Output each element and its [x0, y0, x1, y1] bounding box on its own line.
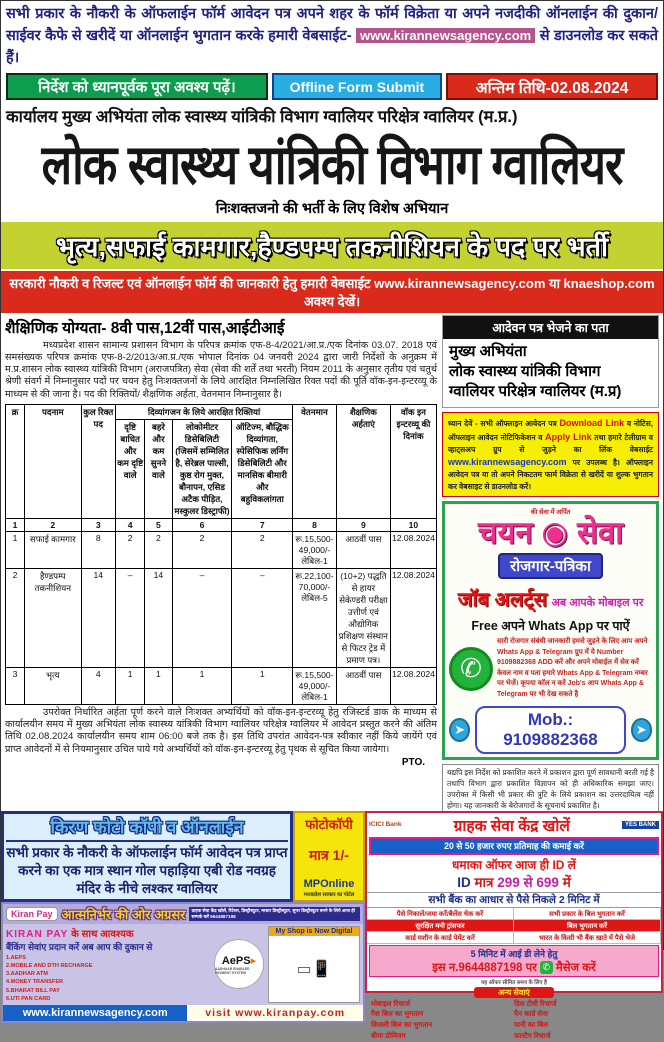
- price-title: फोटोकॉपी: [305, 816, 353, 832]
- kiranpay-service-item: 4.MONEY TRANSFER: [6, 979, 64, 986]
- download-link-text: Download Link: [559, 418, 625, 429]
- kiranpay-headline2: बैंकिंग सेवांए प्रदान करें: [6, 942, 80, 953]
- kiranpay-header: [3, 904, 363, 924]
- id-message-number: इस न.9644887198 पर: [432, 961, 537, 974]
- feature-row: कार्ड मशीन के कार्ड पेमेंट करें भारत के किसी भी बैंक खाते में पैसे भेजे: [367, 932, 661, 944]
- notice-part1: ध्यान देवें - सभी ऑफ्लाइन आवेदन पत्र: [448, 419, 560, 429]
- bottom-left-top-row: [1, 811, 365, 903]
- website-bar: सरकारी नौकरी व रिजल्ट एवं ऑनलाईन फॉर्म की जानकारी हेतु हमारी वेबसाईट www.kirannewsagency.com या knaeshop.com अवश्य देखें।: [1, 269, 663, 313]
- top-banner-text-after: से डाउनलोड कर सकते हैं।: [6, 27, 659, 66]
- aeps-text: AePS: [221, 954, 251, 967]
- address-line: मुख्य अभियंता: [449, 342, 527, 360]
- mponline-subtitle: मध्यप्रदेश सरकार का पोर्टल: [303, 892, 355, 899]
- service-item: बिजली बिल का भुगतान: [371, 1020, 433, 1030]
- aeps-logo: AePS▸ AADHAAR ENABLED PAYMENT SYSTEM: [214, 939, 264, 989]
- feature-rows: [367, 908, 661, 944]
- sub-header-vision: दृष्टि बाधित और कम दृष्टि वाले: [116, 419, 145, 518]
- apply-link-text: Apply Link: [545, 431, 592, 442]
- offer-note: यह ऑफर सीमित समय के लिए है: [481, 979, 547, 986]
- address-line: ग्वालियर परिक्षेत्र ग्वालियर (म.प्र): [449, 383, 622, 400]
- id-message-line1: 5 मिनिट में आई डी लेने हेतु: [470, 948, 558, 959]
- subtitle: निःशक्तजनो की भर्ती के लिए विशेष अभियान: [215, 200, 449, 217]
- phone-illustration-icon: ▭📱: [296, 960, 332, 978]
- chayan-subtitle: रोजगार-पत्रिका: [498, 553, 603, 579]
- closing-paragraph: उपरोक्त निर्धारित अर्हता पूर्ण करने वाले निःशक्त अभ्यर्थियों को वॉक-इन-इन्टरव्यू हेतु रजिस्टर्ड डाक के माध्यम से कार्यालयीन समय में मुख्य अभियंता लोक स्वास्थ्य यांत्रिकी विभाग ग्वालियर परिक्षेत्र ग्वालियर में आवेदन प्रस्तुत करने की अंतिम तिथि 02.08.2024 कार्यालयीन समय शाम 06:00 बजे तक है। इस तिथि उपरांत आवेदन-पत्र स्वीकार नहीं किये जायेंगे एवं प्राप्त आवेदनों में से नियमानुसार उचित पाये गये अभ्यर्थियों को वॉक-इन-इन्टरव्यू हेतु पृथक से सूचित किया जायेगा।: [5, 706, 437, 755]
- id-message-post: मैसेज करें: [555, 961, 596, 974]
- service-item: डिश टीवी रिचार्ज: [514, 998, 557, 1008]
- service-item: पानी का बिल: [514, 1020, 549, 1030]
- main-columns: [1, 313, 663, 809]
- table-row: 2 हैण्डपम्प तकनीशियन 14 – 14 – – रू.22,100- 70,000/- लेबिल-5 (10+2) पद्धति से हायर सेकेण्डरी परीक्षा उत्तीर्ण एवं औद्योगिक प्रशिक्षण संस्थान से फिटर ट्रेड में प्रमाण पत्र। 12.08.2024: [6, 568, 437, 667]
- kiranpay-contact-strip: ग्राहक सेवा केंद्र खोलें, रिटेलर, डिस्ट्रीब्यूटर, मास्टर डिस्ट्रीब्यूटर, सुपर डिस्ट्रीब्यूटर बनने के लिये आज ही सम्पर्क करें 9644887198: [189, 907, 360, 921]
- col-header-walkin: वॉक इन इन्टरव्यू की दिनांक: [390, 404, 436, 518]
- col-header-qualification: शैक्षणिक अर्हताएं: [336, 404, 390, 518]
- offline-form-badge: Offline Form Submit: [272, 73, 442, 100]
- recruitment-banner: भृत्य,सफाई कामगार,हैण्डपम्प तकनीशियन के पद पर भर्ती: [1, 222, 663, 269]
- col-header-pay: वेतनमान: [293, 404, 337, 518]
- col-header-disability-group: दिव्यांगजन के लिये आरक्षित रिक्तियां: [116, 404, 293, 419]
- other-services-title: अन्य सेवाएं: [474, 987, 554, 998]
- address-panel-header: आदेवन पत्र भेजने का पता: [443, 316, 658, 339]
- vacancy-table-body: [6, 518, 437, 704]
- kiranpay-logo: Kiran Pay: [6, 907, 58, 921]
- id-label: ID: [457, 874, 471, 890]
- address-line: लोक स्वास्थ्य यांत्रिकी विभाग: [449, 362, 601, 380]
- mponline-logo: MPOnline: [303, 878, 355, 891]
- photocopy-ad-body: सभी प्रकार के नौकरी के ऑफलाईन फॉर्म आवेदन पत्र प्राप्त करने का एक मात्र स्थान गोल पहाड़िया एबी रोड नवग्रह मंदिर के नीचे लश्कर ग्वालियर: [6, 844, 288, 896]
- whatsapp-icon: ✆: [540, 961, 553, 974]
- chayan-seva-ad: [442, 501, 659, 760]
- free-whatsapp-line: Free अपने Whats App पर पाऐं: [471, 619, 630, 634]
- kirannews-url-bar: www.kirannewsagency.com: [3, 1005, 187, 1021]
- sub-header-autism: ऑटिज्म, बौद्धिक दिव्यांगता, स्पेसिफिक लर्निंग डिसेबिलिटी और मानसिक बीमारी और बहुविकलांगता: [232, 419, 293, 518]
- intro-paragraph: मध्यप्रदेश शासन सामान्य प्रशासन विभाग के परिपत्र क्रमांक एफ-8-4/2021/आ.प्र./एक दिनांक 03.07. 2018 एवं समसंख्यक परिपत्र क्रमांक एफ-8-2/2013/आ.प्र./एक भोपाल दिनांक 04 जनवरी 2024 द्वारा जारी निर्देशों के अनुक्रम में म.प्र.शासन लोक स्वास्थ्य यांत्रिकी विभाग (अराजपत्रित) सेवा (सेवा की शर्तें तथा भरती) नियम 2011 के अनुसार तृतीय एवं चतुर्थ श्रेणी संवर्ग में निम्नानुसार पदों पर चयन हेतु निःशक्तजनों के लिये आरक्षित निम्नलिखित रिक्त पदों की पूर्ति वॉक-इन-इन्टरव्यू के माध्यम से की जाना है। पद की रिक्तियों/ शैक्षणिक अर्हता, वेतनमान निम्नानुसार है।: [5, 339, 437, 400]
- aeps-subtitle: AADHAAR ENABLED PAYMENT SYSTEM: [215, 966, 250, 975]
- grahak-seva-ad: [365, 811, 663, 1040]
- telegram-icon: ➤: [631, 718, 652, 742]
- pto-note: PTO.: [401, 756, 425, 768]
- badge-row: [6, 73, 658, 100]
- aeps-logo-wrap: [213, 926, 265, 1003]
- notice-website: www.kirannewsagency.com: [448, 456, 567, 467]
- myshop-panel: [268, 926, 360, 1003]
- earning-line: 20 से 50 हजार रुपए प्रतिमाह की कमाई करें: [369, 837, 659, 855]
- office-line: कार्यालय मुख्य अभियंता लोक स्वास्थ्य यांत्रिकी विभाग ग्वालियर परिक्षेत्र ग्वालियर (म.प्र.): [6, 108, 518, 127]
- aadhaar-withdraw-line: सभी बैंक का आधार से पैसे निकले 2 मिनिट में: [367, 892, 661, 908]
- sub-header-hearing: बहरे और कम सुनने वाले: [145, 419, 172, 518]
- kiranpay-service-item: 2.MOBILE AND DTH RECHARGE: [6, 963, 93, 970]
- col-header-sno: क्र: [6, 404, 25, 518]
- service-item: फास्टैग रिचार्ज: [514, 1030, 551, 1040]
- notice-part4: पर उपलब्ध है। ऑफ्लाइन आवेदन पत्र या तो अपने निकटतम फार्म विक्रेता से खरीदें या शुल्क भुगतान कर वेबसाइट से डाउनलोड करें।: [448, 457, 653, 491]
- kiranpay-services: [6, 954, 210, 1003]
- notice-box: [442, 412, 659, 497]
- feature-row: सुरक्षित मनी ट्रांसफर बिल भुगतान करें: [367, 920, 661, 932]
- col-header-total: कुल रिक्त पद: [81, 404, 115, 518]
- website-highlight: www.kirannewsagency.com: [356, 28, 535, 43]
- service-item: बीमा प्रीमियम: [371, 1030, 406, 1040]
- kiranpay-body: [3, 924, 363, 1005]
- page-title: लोक स्वास्थ्य यांत्रिकी विभाग ग्वालियर: [41, 133, 623, 197]
- bottom-left-block: [1, 811, 365, 1019]
- kiranpay-ad: [1, 902, 365, 1023]
- chayan-detail-text: सारी रोजगार संबंधी जानकारी हमसे जुड़ने के लिए आप अपने Whats App & Telegram ग्रुप में ये Number 9109882368 ADD करें और अपने मोबाईल में सेव करें केवल नाम व पता हमारे Whats App & Telegram नम्बर पर भेजें। कृपया कॉल न करें Job's आप Whats App & Telegram पर भी देख सकते है: [497, 638, 648, 698]
- right-column: [442, 315, 659, 809]
- myshop-title: My Shop is Now Digital: [269, 927, 359, 936]
- icici-bank-logo: ICICI Bank: [369, 821, 402, 828]
- photocopy-ad: [1, 811, 293, 903]
- grahak-title: ग्राहक सेवा केंद्र खोलें: [453, 817, 570, 835]
- photocopy-price-box: [293, 811, 365, 903]
- vacancy-table: [5, 404, 437, 705]
- chayan-detail-row: [449, 637, 652, 700]
- yes-bank-logo: YES BANK: [622, 821, 659, 829]
- chayan-tagline: की सेवा में अर्पित: [530, 508, 571, 516]
- telegram-icon: ➤: [449, 718, 470, 742]
- mobile-number: Mob.: 9109882368: [475, 706, 625, 754]
- notice-part3: तथा हमारे टेलीग्राम व व्हाट्सअप ग्रुप से जुड़ने का लिंक वेबसाईट: [448, 432, 654, 455]
- kiranpay-headline-en: KIRAN PAY: [6, 929, 69, 941]
- offer-line: धमाका ऑफर आज ही ID लें: [452, 857, 576, 872]
- id-rest: मात्र: [470, 874, 498, 890]
- photocopy-ad-title: किरण फोटो कॉपी व ऑनलाईन: [6, 815, 288, 842]
- table-row: 1 सफाई कामगार 8 2 2 2 2 रू.15,500- 49,000/- लेबिल-1 आठवीं पास 12.08.2024: [6, 531, 437, 568]
- kiranpay-service-item: 5.BHARAT BILL PAY: [6, 987, 60, 994]
- bottom-ads: [1, 811, 663, 1040]
- on-mobile-text: अब आपके मोबाइल पर: [551, 597, 644, 610]
- whatsapp-icon: ✆: [449, 647, 493, 691]
- address-lines: [443, 339, 658, 408]
- service-item: गैस बिल का भुगतान: [371, 1009, 424, 1019]
- kiranpay-footer-bars: [3, 1005, 363, 1021]
- job-alerts-line: [449, 585, 652, 612]
- instruction-badge: निर्देश को ध्यानपूर्वक पूरा अवश्य पढ़ें।: [6, 73, 268, 100]
- feature-row: पैसे निकालें/जमा करें/बैलेंस चेक करें सभी प्रकार के बिल भुगतान करें: [367, 908, 661, 920]
- table-row: 3 भृत्य 4 1 1 1 1 रू.15,500- 49,000/- लेबिल-1 आठवीं पास 12.08.2024: [6, 667, 437, 704]
- id-end: में: [558, 874, 571, 890]
- kiranpay-headline-hi: के साथ आवश्यक: [68, 929, 134, 941]
- sub-header-locomotor: लोकोमीटर डिसेबिलिटी (जिसमें सम्मिलित है, सेरेब्रल पाल्सी, कुष्ठ रोग मुक्त, बौनापन, एसिड अटैक पीड़ित, मस्कुलर डिस्ट्राफी): [172, 419, 232, 518]
- kiranpay-slogan: आत्मनिर्भर की ओर अग्रसर: [61, 907, 186, 923]
- id-message-box: [369, 945, 659, 977]
- top-banner-text-before: सभी प्रकार के नौकरी के ऑफलाईन फॉर्म आवेदन पत्र अपने शहर के फॉर्म विक्रेता या अपने नजदीकी ऑनलाईन की दुकान/साईवर कैफे से खरीदें या ऑनलाईन भुगतान करके हमारी वेबसाईट-: [6, 6, 658, 44]
- kiranpay-service-item: 6.UTI PAN CARD: [6, 995, 51, 1002]
- kiranpay-service-item: 1.AEPS: [6, 955, 26, 962]
- notice-part2: व नोटिस, ऑफ्लाइन आवेदन नोटिफिकेशन व: [448, 419, 654, 442]
- last-date-badge: अन्तिम तिथि-02.08.2024: [446, 73, 658, 100]
- qualification-line: शैक्षिणिक योग्यता- 8वी पास,12वीं पास,आईटीआई: [5, 319, 285, 337]
- disclaimer-box: यद्यपि इस निर्देश को प्रकाशित करने में प्रकाशन द्वारा पूर्ण सावधानी बरती गई है तथापि विभाग द्वारा प्रकाशित विज्ञापन को ही अधिकारिक समझा जाए। उपरोक्त में किसी भी प्रकार की त्रुटि के लिये प्रकाशन का उत्तरदायित्व नहीं होगा। यह जानकारी के बेरोजगारों के सूचनार्थ प्रकाशित है।: [442, 764, 659, 816]
- other-services-list: [367, 999, 661, 1042]
- column-number-row: 1 2 3 4 5 6 7 8 9 10: [6, 518, 437, 531]
- id-price-line: [367, 873, 661, 891]
- address-panel: [442, 315, 659, 409]
- grahak-header-row: [367, 813, 661, 837]
- kiranpay-service-item: 3.AADHAR ATM: [6, 971, 48, 978]
- mobile-row: [449, 706, 652, 754]
- col-header-post: पदनाम: [25, 404, 81, 518]
- job-alerts-text: जॉब अलर्ट्स: [457, 589, 547, 612]
- service-item: पैन कार्ड सेवा: [514, 1009, 549, 1019]
- price-value: मात्र 1/-: [309, 846, 349, 863]
- top-banner: [1, 1, 663, 70]
- chayan-title: चयन ◉ सेवा: [477, 514, 624, 550]
- left-column: [5, 315, 437, 809]
- kiranpay-left: [6, 926, 210, 1003]
- id-price: 299 से 699: [497, 874, 559, 890]
- kiranpay-url-bar: visit www.kiranpay.com: [187, 1005, 363, 1021]
- kiranpay-headline2b: अब आप की दुकान से: [79, 942, 153, 953]
- service-item: मोबाइल रिचार्ज: [371, 998, 411, 1008]
